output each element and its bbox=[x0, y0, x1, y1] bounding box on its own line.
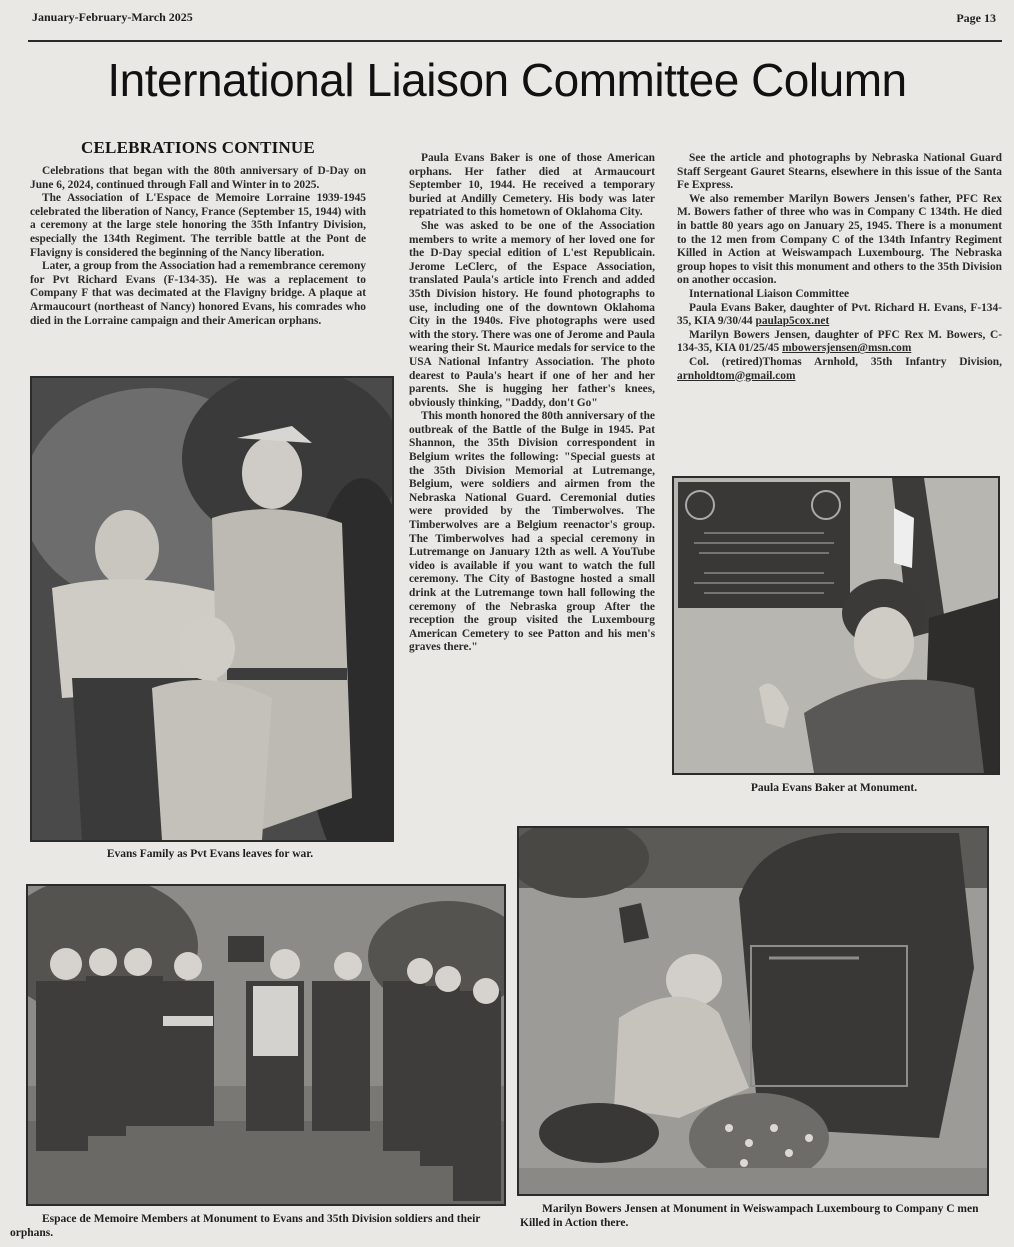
paragraph: Paula Evans Baker is one of those American orphans. Her father died at Armaucourt September 10, 1944. He received a temporary buried at Andilly Cemetery. His body was later repatriated to this hometown of Oklahoma City. bbox=[409, 152, 655, 219]
member-paula bbox=[677, 302, 1002, 329]
espace-members-photo bbox=[26, 884, 506, 1206]
article-heading: CELEBRATIONS CONTINUE bbox=[81, 138, 315, 157]
paragraph: She was asked to be one of the Association members to write a memory of her loved one for the D-Day special edition of L'est Republicain. Jerome LeClerc, of the Espace Association, translated Paula's article into French and added 35th Division history. He found photographs to use, including one of the downtown Oklahoma City in the 1940s. Five photographs were used with the story. There was one of Jerome and Paula wearing their St. Maurice medals for service to the USA National Infantry Association. The photo dearest to Paula's heart if one of her and her parents. She is hugging her father's knees, obviously thinking, "Daddy, don't Go" bbox=[409, 219, 655, 409]
member-thomas bbox=[677, 356, 1002, 383]
paula-monument-photo bbox=[672, 476, 1000, 775]
article-column-3 bbox=[677, 152, 1002, 383]
article-column-2 bbox=[409, 152, 655, 655]
paragraph: We also remember Marilyn Bowers Jensen's father, PFC Rex M. Bowers father of three who was in Company C 134th. He died in battle 80 years ago on January 25, 1945. There is a monument to the 12 men from Company C of the 134th Infantry Regiment Killed in Action at Weiswampach Luxembourg. The Nebraska group hopes to visit this monument and others to the 35th Division on another occasion. bbox=[677, 192, 1002, 287]
paragraph: The Association of L'Espace de Memoire Lorraine 1939-1945 celebrated the liberation of Nancy, France (September 15, 1944) with a ceremony at the large stele honoring the 35th Infantry Division, especially the 134th Regiment. The terrible battle at the Pont de Flavigny is considered the beginning of the Nancy liberation. bbox=[30, 192, 366, 259]
espace-members-caption: Espace de Memoire Members at Monument to Evans and 35th Division soldiers and their orphans. bbox=[10, 1213, 481, 1239]
committee-name: International Liaison Committee bbox=[689, 287, 850, 300]
issue-date: January-February-March 2025 bbox=[32, 10, 193, 24]
member-paula-text: Paula Evans Baker, daughter of Pvt. Richard H. Evans, F-134-35, KIA 9/30/44 bbox=[677, 301, 1002, 328]
page-number: Page 13 bbox=[956, 11, 996, 25]
member-marilyn-text: Marilyn Bowers Jensen, daughter of PFC Rex M. Bowers, C-134-35, KIA 01/25/45 bbox=[677, 328, 1002, 355]
signature-block bbox=[677, 288, 1002, 383]
paragraph: Later, a group from the Association had a remembrance ceremony for Pvt Richard Evans (F-134-35). He was a replacement to Company F that was decimated at the Flavigny bridge. A plaque at Armaucourt (northeast of Nancy) honored Evans, his comrades who died in the Lorraine campaign and their American orphans. bbox=[30, 260, 366, 327]
paula-email-link[interactable]: paulap5cox.net bbox=[755, 315, 830, 328]
paragraph: See the article and photographs by Nebraska National Guard Staff Sergeant Gauret Stearns, elsewhere in this issue of the Santa Fe Express. bbox=[677, 152, 1002, 192]
paragraph: This month honored the 80th anniversary of the outbreak of the Battle of the Bulge in 1945. Pat Shannon, the 35th Division correspondent in Belgium writes the following: "Special guests at the 35th Division Memorial at Lutremange, Belgium, were soldiers and airmen from the Nebraska National Guard. Ceremonial duties were provided by the Timberwolves. The Timberwolves are a Belgium reenactor's group. The Timberwolves had a special ceremony in Lutremange on January 12th as well. A YouTube video is available if you want to watch the full ceremony. The City of Bastogne hosted a small drink at the Lutremange town hall following the ceremony of the Nebraska group After the reception the group visited the Luxembourg American Cemetery to see Patton and his men's graves there." bbox=[409, 410, 655, 654]
evans-family-photo bbox=[30, 376, 394, 842]
paragraph: Celebrations that began with the 80th anniversary of D-Day on June 6, 2024, continued through Fall and Winter in to 2025. bbox=[30, 165, 366, 191]
marilyn-email-link[interactable]: mbowersjensen@msn.com bbox=[782, 342, 912, 355]
weiswampach-monument-caption: Marilyn Bowers Jensen at Monument in Weiswampach Luxembourg to Company C men Killed in Action there. bbox=[520, 1203, 979, 1229]
header-rule bbox=[28, 40, 1002, 42]
member-marilyn bbox=[677, 329, 1002, 356]
article-column-1 bbox=[30, 138, 366, 328]
evans-family-caption: Evans Family as Pvt Evans leaves for war. bbox=[106, 848, 314, 860]
weiswampach-monument-photo bbox=[517, 826, 989, 1196]
thomas-email-link[interactable]: arnholdtom@gmail.com bbox=[677, 369, 796, 382]
member-thomas-text: Col. (retired)Thomas Arnhold, 35th Infantry Division, bbox=[689, 355, 1002, 368]
page-title: International Liaison Committee Column bbox=[107, 54, 907, 106]
paula-monument-caption: Paula Evans Baker at Monument. bbox=[750, 782, 918, 794]
